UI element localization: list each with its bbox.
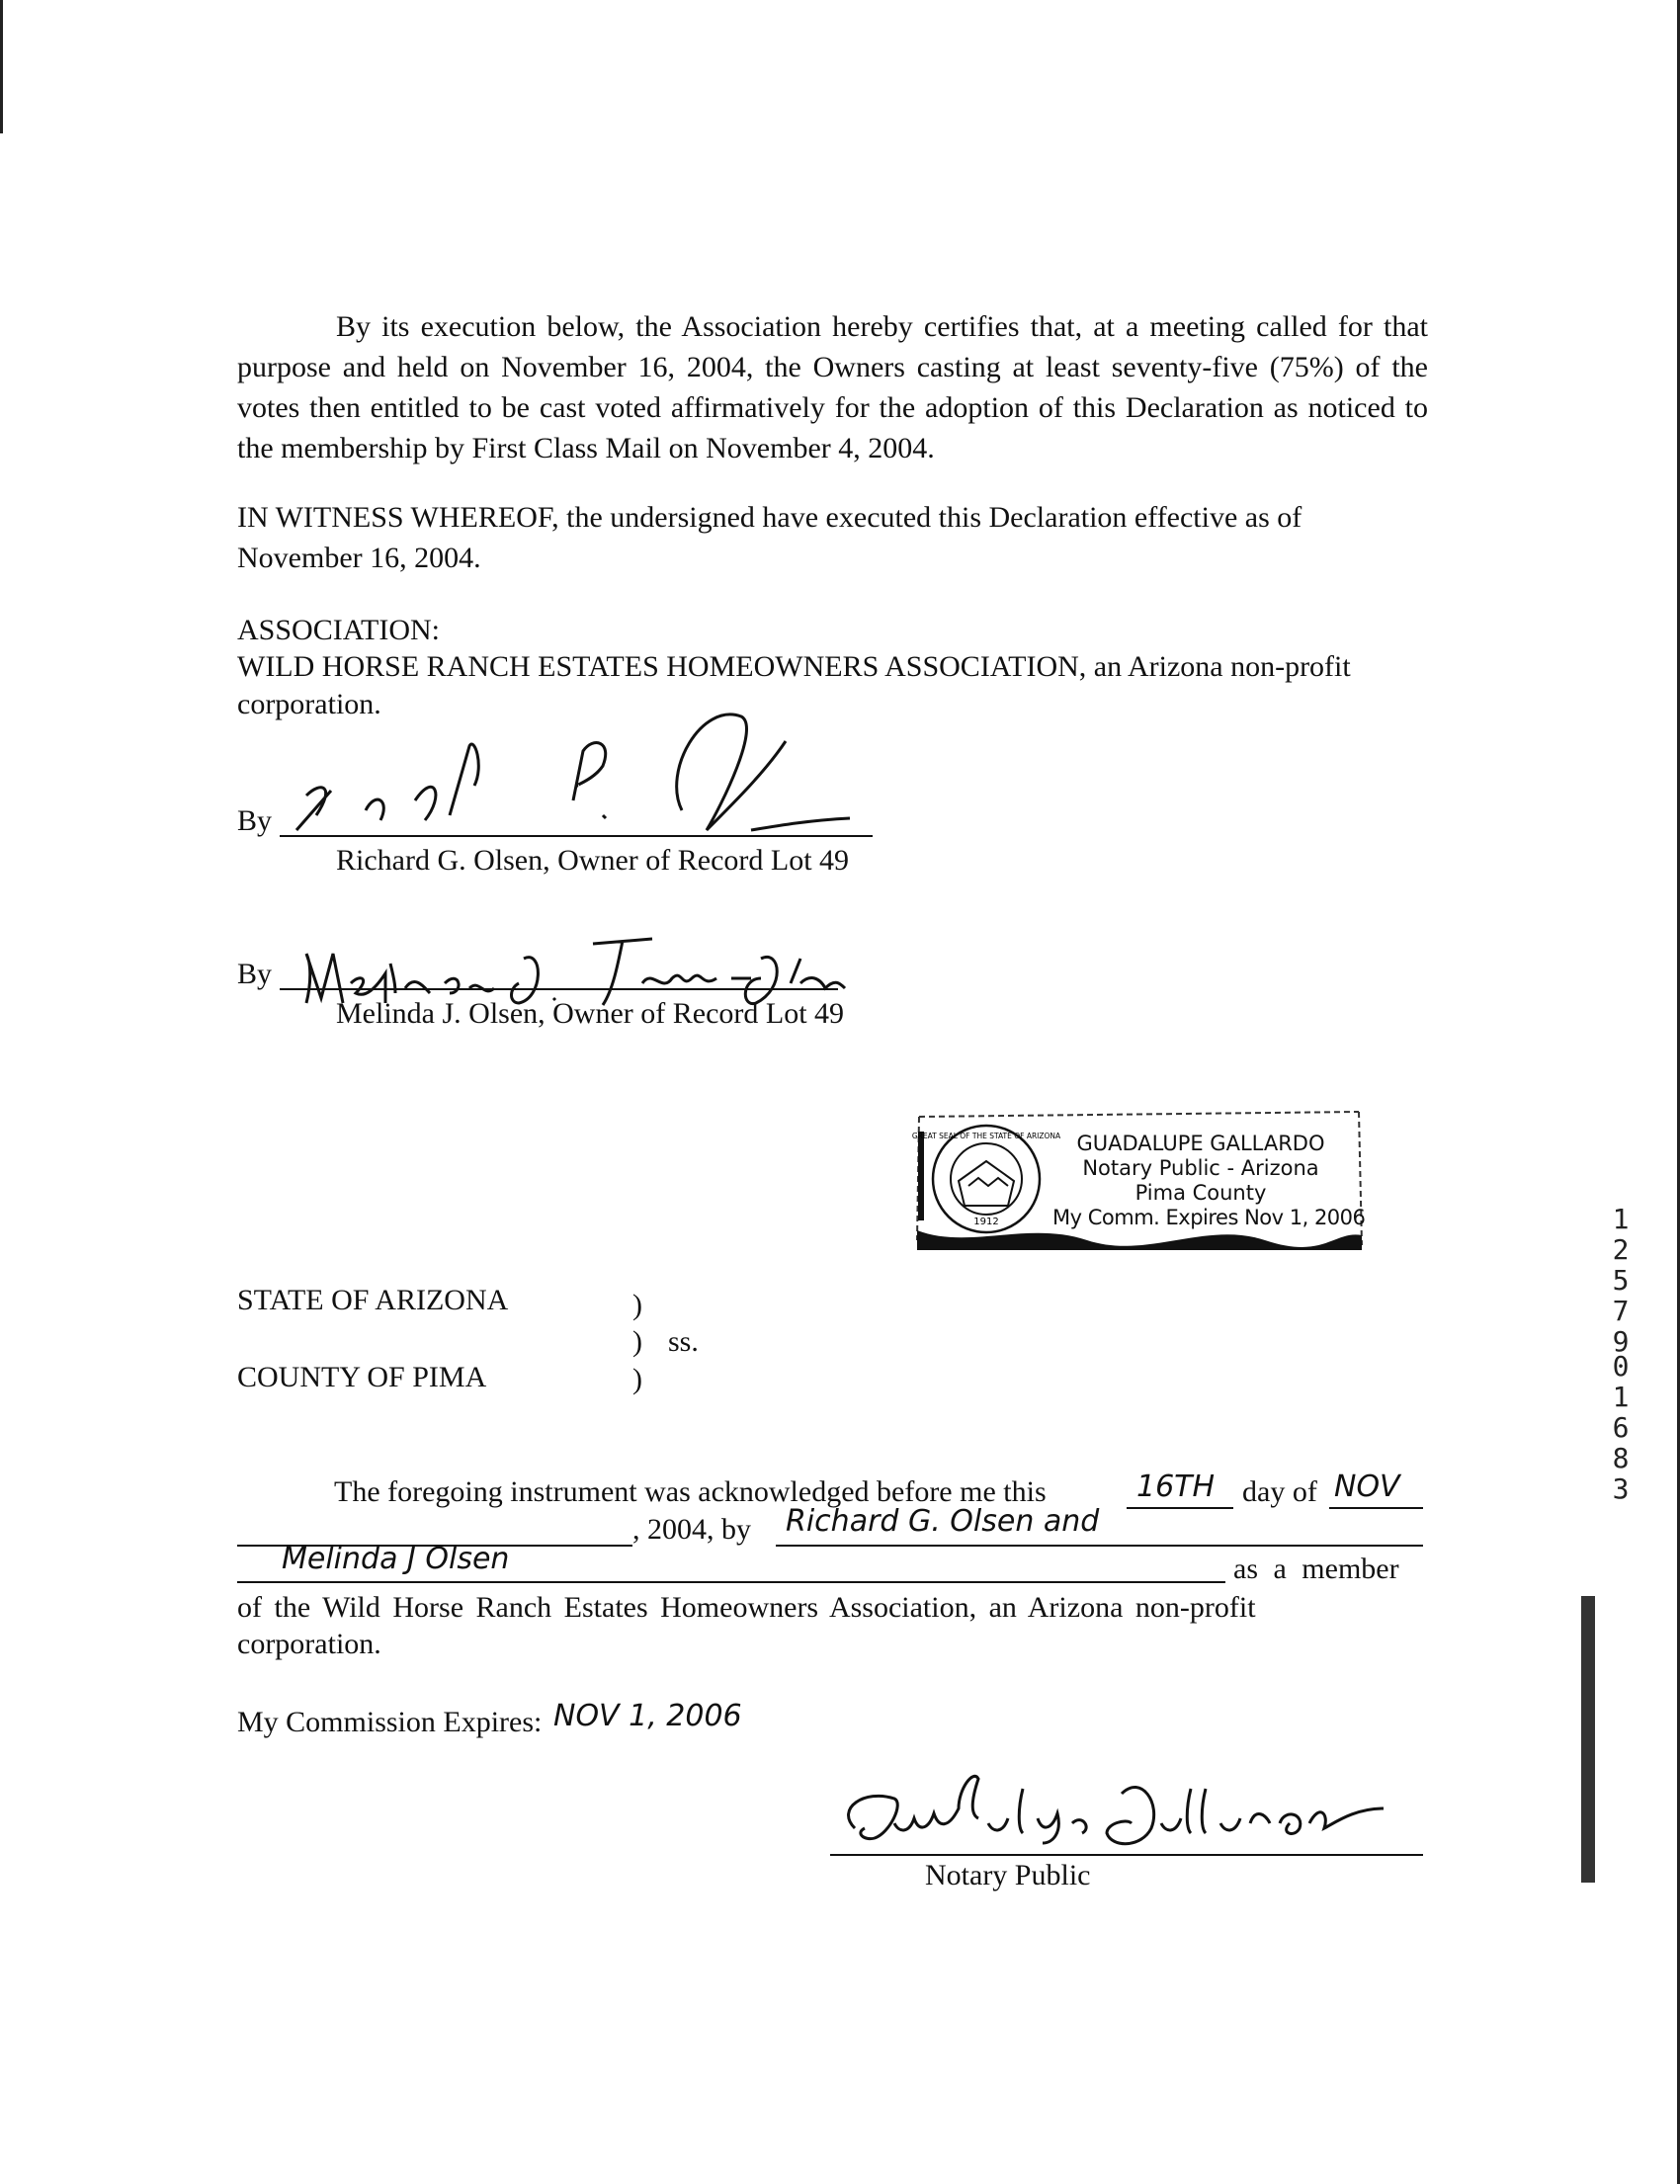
by-label-2: By bbox=[237, 958, 273, 990]
stamp-expiration: My Comm. Expires Nov 1, 2006 bbox=[1052, 1206, 1366, 1229]
witness-paragraph: IN WITNESS WHEREOF, the undersigned have executed this Declaration effective as of November 16, 2004. bbox=[237, 501, 1302, 574]
recording-page-number: 01683 bbox=[1612, 1350, 1630, 1505]
seal-year: 1912 bbox=[973, 1217, 999, 1227]
ack-day-handwritten: 16TH bbox=[1136, 1470, 1216, 1504]
signer-caption-1: Richard G. Olsen, Owner of Record Lot 49 bbox=[336, 844, 850, 877]
commission-date-handwritten: NOV 1, 2006 bbox=[553, 1699, 742, 1733]
notary-signature-line bbox=[830, 1854, 1423, 1856]
ack-org-line-1: of the Wild Horse Ranch Estates Homeowners Association, an Arizona non-profit bbox=[237, 1591, 1256, 1624]
association-name: WILD HORSE RANCH ESTATES HOMEOWNERS ASSOCIATION, an Arizona non-profit corporation. bbox=[237, 650, 1351, 720]
association-heading: ASSOCIATION: bbox=[237, 614, 441, 646]
ack-names-handwritten-1: Richard G. Olsen and bbox=[786, 1504, 1100, 1539]
recording-docket-number: 12579 bbox=[1612, 1203, 1630, 1358]
signature-notary bbox=[835, 1779, 1448, 1858]
ack-year-by: , 2004, by bbox=[632, 1513, 751, 1546]
stamp-county: Pima County bbox=[1134, 1181, 1267, 1205]
state-seal-icon bbox=[911, 1122, 1061, 1236]
ack-intro: The foregoing instrument was acknowledged before me this bbox=[334, 1475, 1047, 1508]
notary-stamp bbox=[909, 1102, 1364, 1250]
ack-day-line bbox=[1127, 1507, 1233, 1509]
stamp-notary-name: GUADALUPE GALLARDO bbox=[1076, 1132, 1325, 1155]
seal-ring-text: GREAT SEAL OF THE STATE OF ARIZONA bbox=[911, 1132, 1061, 1140]
venue-state: STATE OF ARIZONA bbox=[237, 1284, 509, 1316]
ack-month-line bbox=[1329, 1507, 1423, 1509]
ack-names-line-1 bbox=[776, 1545, 1423, 1547]
signer-caption-2: Melinda J. Olsen, Owner of Record Lot 49 bbox=[336, 997, 845, 1030]
venue-paren-2: ) bbox=[632, 1325, 642, 1358]
ack-day-of: day of bbox=[1242, 1475, 1317, 1508]
venue-paren-3: ) bbox=[632, 1363, 642, 1395]
ack-org-line-2: corporation. bbox=[237, 1628, 381, 1660]
ack-as-member: as a member bbox=[1233, 1553, 1399, 1585]
signature-richard-olsen bbox=[277, 692, 870, 850]
stamp-notary-title: Notary Public - Arizona bbox=[1082, 1156, 1319, 1180]
commission-label: My Commission Expires: bbox=[237, 1706, 543, 1738]
scan-edge-smudge bbox=[1581, 1596, 1595, 1883]
ack-month-handwritten: NOV bbox=[1334, 1470, 1400, 1504]
ack-names-handwritten-2: Melinda J Olsen bbox=[282, 1542, 510, 1576]
venue-paren-1: ) bbox=[632, 1289, 642, 1321]
notary-caption: Notary Public bbox=[925, 1859, 1091, 1891]
venue-county: COUNTY OF PIMA bbox=[237, 1361, 487, 1393]
ack-names-line-2 bbox=[237, 1581, 1225, 1583]
venue-ss: ss. bbox=[668, 1325, 699, 1358]
scan-edge-left bbox=[0, 0, 3, 133]
by-label-1: By bbox=[237, 804, 273, 837]
certification-paragraph: By its execution below, the Association hereby certifies that, at a meeting called for that purpose and held on November 16, 2004, the Owners casting at least seventy-five (75%) of the votes then entitled to be cast voted affirmatively for the adoption of this Declaration as noticed to the membership by First Class Mail on November 4, 2004. bbox=[237, 310, 1428, 464]
